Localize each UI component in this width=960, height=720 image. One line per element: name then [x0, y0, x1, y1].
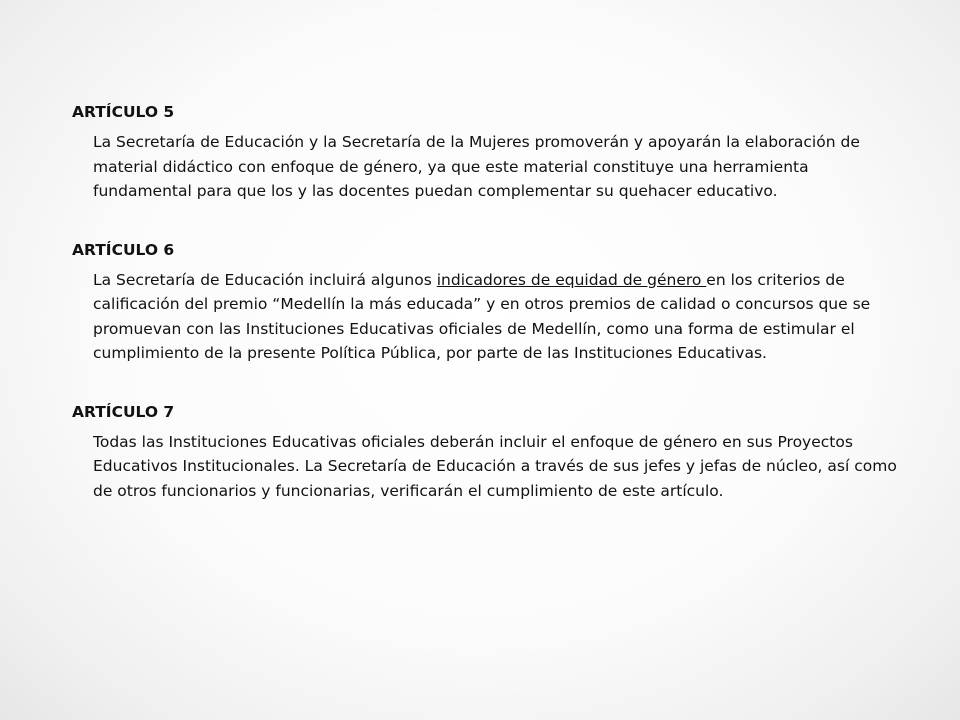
article-7-title: ARTÍCULO 7	[72, 402, 175, 421]
article-5	[72, 100, 912, 204]
article-6-title: ARTÍCULO 6	[72, 240, 175, 259]
article-5-body: La Secretaría de Educación y la Secretaría de la Mujeres promoverán y apoyarán la elaboración de material didáctico con enfoque de género, ya que este material constituye una herramienta fundamental para que los y las docentes puedan complementar su quehacer educativo.	[93, 133, 860, 200]
article-7	[72, 400, 912, 504]
article-6	[72, 238, 912, 366]
article-7-body: Todas las Instituciones Educativas oficiales deberán incluir el enfoque de género en sus Proyectos Educativos Institucionales. La Secretaría de Educación a través de sus jefes y jefas de núcleo, así como de otros funcionarios y funcionarias, verificarán el cumplimiento de este artículo.	[93, 432, 897, 500]
article-6-body-start: La Secretaría de Educación incluirá algunos	[93, 270, 437, 289]
article-6-body-end: en los criterios de calificación del premio “Medellín la más educada” y en otros premios de calidad o concursos que se promuevan con las Instituciones Educativas oficiales de Medellín, como una forma de estimular el cumplimiento de la presente Política Pública, por parte de las Instituciones Educativas.	[93, 270, 871, 362]
article-6-body	[93, 268, 911, 366]
document-content	[72, 100, 912, 537]
article-6-underlined-phrase: indicadores de equidad de género	[436, 270, 707, 289]
article-5-title: ARTÍCULO 5	[72, 103, 175, 121]
